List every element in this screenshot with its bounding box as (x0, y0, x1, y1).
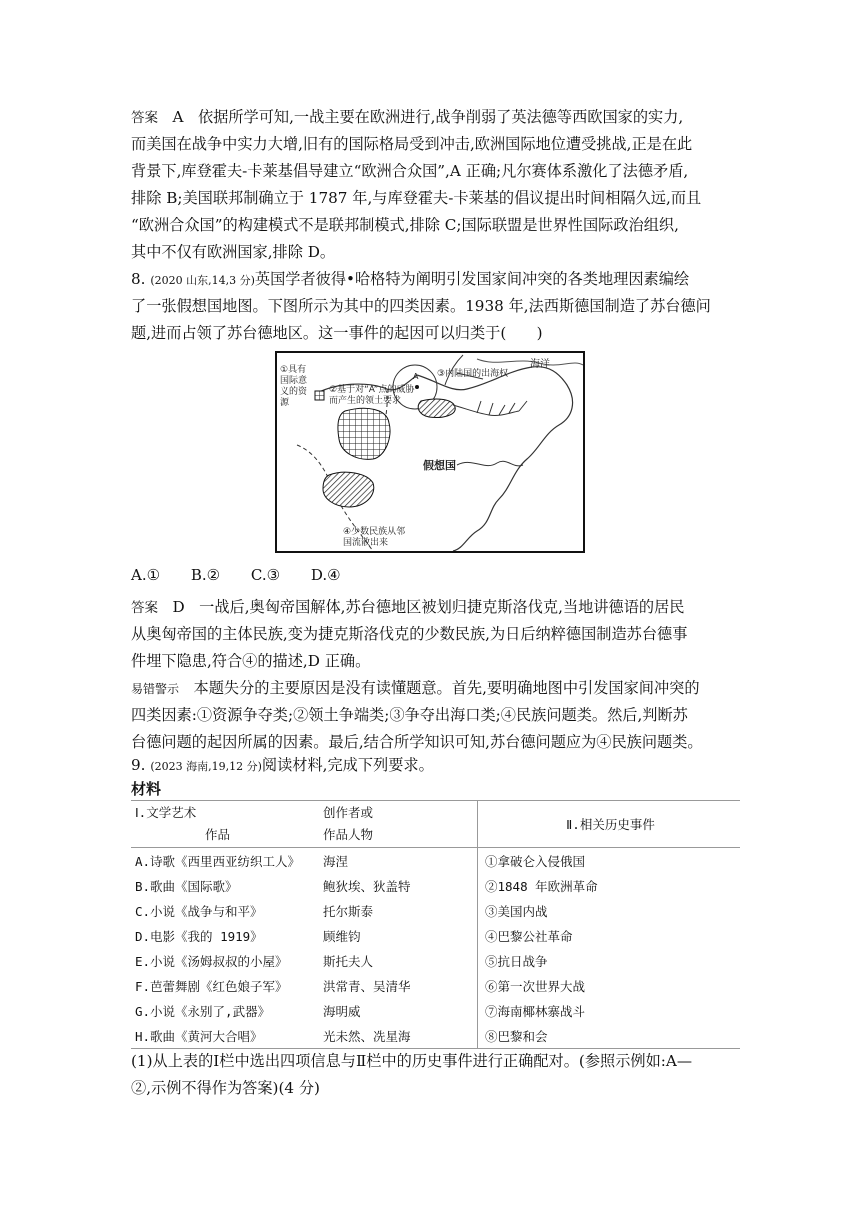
map-label-sea: 海洋 (530, 359, 550, 370)
map-label-1 (280, 365, 307, 409)
answer-text: 一战后,奥匈帝国解体,苏台德地区被划归捷克斯洛伐克,当地讲德语的居民 (199, 598, 685, 616)
table-row (131, 898, 740, 923)
cell-creator: 顾维钧 (323, 928, 361, 944)
label2-line: 而产生的领土要求 (329, 396, 402, 406)
q8-answer-line-1 (131, 594, 741, 621)
cell-event: ④巴黎公社革命 (478, 923, 741, 948)
cell-event: ⑧巴黎和会 (478, 1023, 741, 1049)
q8-stem (131, 266, 741, 347)
map-label-3: ③内陆国的出海权 (437, 369, 509, 379)
q9-stem (131, 752, 741, 779)
cell-work: B.歌曲《国际歌》 (135, 878, 238, 894)
q9-sub1-line-2: ②,示例不得作为答案)(4 分) (131, 1079, 320, 1097)
winding-border (457, 461, 523, 466)
label1-line: 义的资 (280, 387, 308, 397)
q8-warning-block (131, 675, 741, 756)
claimed-territory (418, 399, 455, 418)
minority-area (323, 472, 374, 507)
q7-answer-line-4: 排除 B;美国联邦制确立于 1787 年,与库登霍夫-卡莱基的倡议提出时间相隔久远,而且 (131, 189, 702, 207)
header-col2 (319, 801, 478, 848)
cell-creator: 鲍狄埃、狄盖特 (323, 878, 411, 894)
cell-creator: 海明威 (323, 1003, 361, 1019)
answer-letter: A (172, 108, 184, 126)
q9-sub1-line-1: (1)从上表的Ⅰ栏中选出四项信息与Ⅱ栏中的历史事件进行正确配对。(参照示例如:A— (131, 1052, 693, 1070)
question-number: 8. (131, 270, 146, 288)
material-label: 材料 (131, 780, 162, 798)
cell-creator: 洪常青、吴清华 (323, 978, 411, 994)
q8-options (131, 566, 367, 584)
question-number: 9. (131, 756, 146, 774)
option-d[interactable]: D.④ (310, 566, 341, 584)
cell-event: ⑦海南椰林寨战斗 (478, 998, 741, 1023)
cell-creator: 托尔斯泰 (323, 903, 374, 919)
q7-answer-line-5: “欧洲合众国”的构建模式不是联邦制模式,排除 C;国际联盟是世界性国际政治组织, (131, 216, 679, 234)
option-b[interactable]: B.② (190, 566, 221, 584)
answer-letter: D (172, 598, 185, 616)
question-source: (2023 海南,19,12 分) (150, 760, 262, 773)
table-row (131, 998, 740, 1023)
label1-line: 源 (280, 398, 290, 408)
option-c[interactable]: C.③ (250, 566, 281, 584)
table-row (131, 923, 740, 948)
cell-work: D.电影《我的 1919》 (135, 928, 263, 944)
header-col2-line2: 作品人物 (323, 827, 374, 842)
answer-label: 答案 (131, 110, 158, 126)
table-header-row (131, 801, 740, 848)
cell-work: G.小说《永别了,武器》 (135, 1003, 271, 1019)
label1-line: 国际意 (280, 376, 308, 386)
q7-answer-block (131, 104, 741, 266)
table-row (131, 1023, 740, 1049)
resource-marker (315, 391, 324, 400)
map-point-a: A (413, 372, 419, 381)
table-row (131, 848, 740, 874)
q8-text: 英国学者彼得•哈格特为阐明引发国家间冲突的各类地理因素编绘 (254, 270, 690, 288)
q8-stem-line-1 (131, 266, 741, 293)
label1-line: ①具有 (280, 365, 307, 375)
cell-work: A.诗歌《西里西亚纺织工人》 (135, 853, 301, 869)
map-label-2 (329, 385, 414, 407)
q7-answer-line-2: 而美国在战争中实力大增,旧有的国际格局受到冲击,欧洲国际地位遭受挑战,正是在此 (131, 135, 693, 153)
point-a-dot (415, 385, 419, 389)
cell-work: F.芭蕾舞剧《红色娘子军》 (135, 978, 288, 994)
cell-work: C.小说《战争与和平》 (135, 903, 263, 919)
label2-line: ②基于对“A”点的威胁 (329, 385, 415, 395)
header-col1-line1: Ⅰ.文学艺术 (135, 805, 197, 820)
q7-answer-line-3: 背景下,库登霍夫-卡莱基倡导建立“欧洲合众国”,A 正确;凡尔赛体系激化了法德矛盾, (131, 162, 689, 180)
warning-line-3: 台德问题的起因所属的因素。最后,结合所学知识可知,苏台德问题应为④民族问题类。 (131, 733, 703, 751)
cell-work: E.小说《汤姆叔叔的小屋》 (135, 953, 288, 969)
q9-stem-line (131, 752, 741, 779)
table-row (131, 948, 740, 973)
cell-creator: 海涅 (323, 853, 349, 869)
label4-line: 国流散出来 (343, 538, 389, 548)
q9-intro: 阅读材料,完成下列要求。 (261, 756, 434, 774)
cell-work: H.歌曲《黄河大合唱》 (131, 1023, 319, 1049)
cell-event: ③美国内战 (478, 898, 741, 923)
option-a[interactable]: A.① (131, 566, 161, 584)
river (445, 355, 527, 416)
cell-event: ①拿破仑入侵俄国 (478, 848, 741, 874)
q8-answer-line-3: 件埋下隐患,符合④的描述,D 正确。 (131, 652, 371, 670)
q8-stem-line-2: 了一张假想国地图。下图所示为其中的四类因素。1938 年,法西斯德国制造了苏台德问 (131, 297, 711, 315)
q8-answer-line-2: 从奥匈帝国的主体民族,变为捷克斯洛伐克的少数民族,为日后纳粹德国制造苏台德事 (131, 625, 688, 643)
header-col1-line2: 作品 (205, 827, 231, 842)
table-row (131, 873, 740, 898)
warning-text: 本题失分的主要原因是没有读懂题意。首先,要明确地图中引发国家间冲突的 (193, 679, 700, 697)
cell-creator: 光未然、冼星海 (319, 1023, 478, 1049)
table-row (131, 973, 740, 998)
cell-event: ②1848 年欧洲革命 (478, 873, 741, 898)
answer-label: 答案 (131, 600, 158, 616)
cell-event: ⑤抗日战争 (478, 948, 741, 973)
resource-area (338, 408, 390, 459)
hypothetical-country-map (275, 351, 585, 553)
q7-answer-line-1 (131, 104, 741, 131)
material-table (131, 800, 740, 1049)
cell-event: ⑥第一次世界大战 (478, 973, 741, 998)
label4-line: ④少数民族从邻 (343, 527, 406, 537)
q7-answer-line-6: 其中不仅有欧洲国家,排除 D。 (131, 243, 336, 261)
q8-stem-line-3: 题,进而占领了苏台德地区。这一事件的起因可以归类于( ) (131, 324, 543, 342)
header-col2-line1: 创作者或 (323, 805, 374, 820)
question-source: (2020 山东,14,3 分) (150, 274, 255, 287)
header-col1 (131, 801, 319, 848)
q9-subquestion-1 (131, 1048, 741, 1102)
warning-label: 易错警示 (131, 682, 180, 696)
header-col3: Ⅱ.相关历史事件 (478, 801, 741, 848)
answer-text: 依据所学可知,一战主要在欧洲进行,战争削弱了英法德等西欧国家的实力, (197, 108, 684, 126)
cell-creator: 斯托夫人 (323, 953, 374, 969)
q8-answer-block (131, 594, 741, 675)
map-label-4 (343, 527, 405, 549)
warning-line-2: 四类因素:①资源争夺类;②领土争端类;③争夺出海口类;④民族问题类。然后,判断苏 (131, 706, 688, 724)
warning-line-1 (131, 675, 741, 702)
map-drawing (277, 353, 583, 551)
map-label-country: 假想国 (423, 459, 456, 472)
